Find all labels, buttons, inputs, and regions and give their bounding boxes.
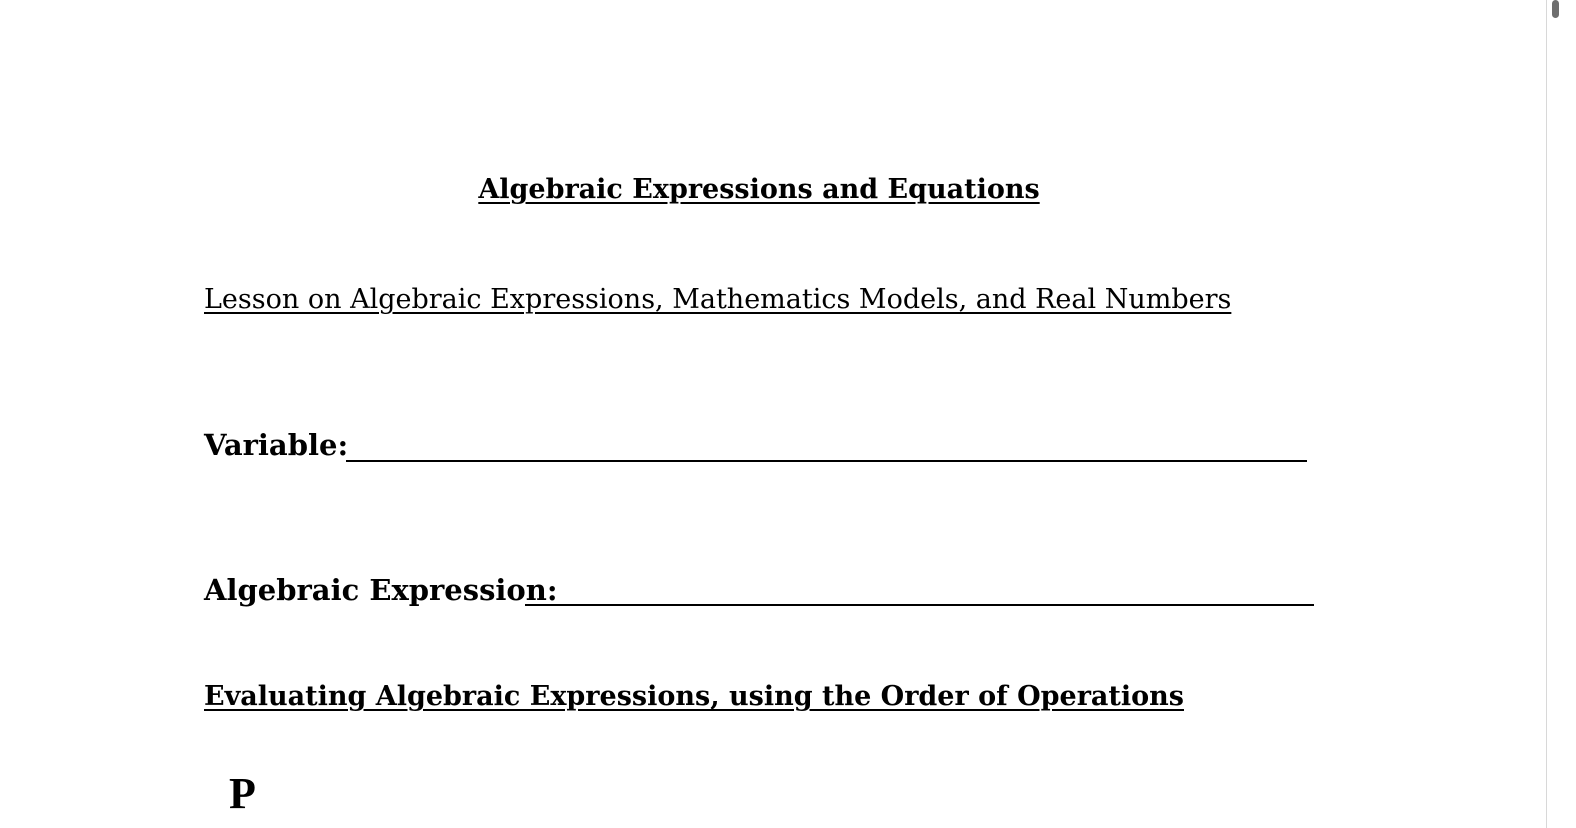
blank-line-variable [346,460,1307,462]
document-title: Algebraic Expressions and Equations [478,174,1040,205]
scrollbar-thumb[interactable] [1552,0,1559,18]
blank-line-algebraic-expression [525,604,1314,606]
section-heading: Evaluating Algebraic Expressions, using the Order of Operations [204,681,1184,712]
lesson-subtitle: Lesson on Algebraic Expressions, Mathematics Models, and Real Numbers [204,284,1232,315]
partial-text: P [229,769,256,818]
vertical-scrollbar[interactable] [1546,0,1576,828]
term-label-variable: Variable: [204,428,349,462]
term-label-algebraic-expression: Algebraic Expression: [204,573,558,607]
